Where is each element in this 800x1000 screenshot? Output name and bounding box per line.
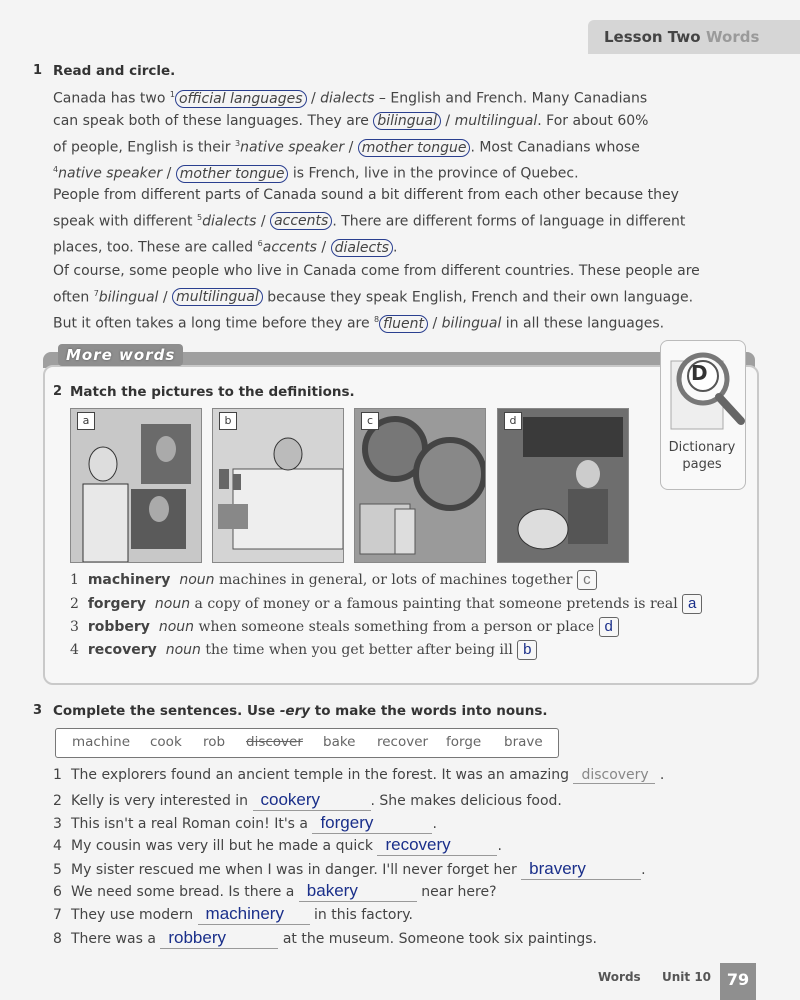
exercise-3-title: Complete the sentences. Use -ery to make the words into nouns. <box>53 703 548 719</box>
word-box <box>55 728 559 758</box>
picture-c-machinery <box>354 408 486 563</box>
exercise-1-paragraph-2 <box>53 184 685 259</box>
answer-blank[interactable]: forgery <box>312 813 432 834</box>
sentence-row: 1 The explorers found an ancient temple in the forest. It was an amazing discovery . <box>53 767 665 783</box>
text-line: People from different parts of Canada sound a bit different from each other because they <box>53 187 679 203</box>
text-line: places, too. These are called $^6$accents / dialects . <box>53 238 398 256</box>
text-line: $^4$native speaker / mother tongue is French, live in the province of Quebec. <box>53 165 579 182</box>
sentence-row: 3 This isn't a real Roman coin! It's a forgery . <box>53 813 437 832</box>
text-line: speak with different $^5$dialects / accents . There are different forms of language in different <box>53 212 686 230</box>
exercise-1-number: 1 <box>33 63 43 78</box>
lesson-title: Lesson Two <box>604 28 701 46</box>
word-box-item: machine <box>72 734 131 750</box>
word-box-item: brave <box>504 734 543 750</box>
circled-answer: official languages <box>175 90 307 108</box>
answer-blank[interactable]: recovery <box>377 835 497 856</box>
exercise-2-number: 2 <box>53 384 63 399</box>
word-box-item: cook <box>150 734 182 750</box>
gears-illustration <box>355 409 485 562</box>
magnifier-icon <box>661 341 745 441</box>
exercise-1-title: Read and circle. <box>53 63 176 79</box>
circled-answer: mother tongue <box>358 139 471 157</box>
word-box-item: rob <box>203 734 226 750</box>
circled-answer: mother tongue <box>176 165 289 183</box>
sentence-row: 7 They use modern machinery in this factory. <box>53 904 413 923</box>
circled-answer: fluent <box>379 315 428 333</box>
more-words-label: More words <box>58 344 183 366</box>
bed-illustration <box>213 409 343 562</box>
answer-blank[interactable]: machinery <box>198 904 310 925</box>
thief-illustration <box>498 409 628 562</box>
word-box-item: bake <box>323 734 356 750</box>
picture-label: a <box>77 412 95 430</box>
lesson-header <box>588 20 800 54</box>
answer-blank[interactable]: robbery <box>160 928 278 949</box>
text-line: of people, English is their $^3$native speaker / mother tongue . Most Canadians whose <box>53 138 640 156</box>
circled-answer: bilingual <box>373 112 441 130</box>
text-line: Canada has two $^1$ official languages / dialects – English and French. Many Canadians <box>53 90 648 107</box>
answer-blank[interactable]: bravery <box>521 859 641 880</box>
footer-section: Words <box>598 970 641 984</box>
answer-box[interactable]: a <box>682 594 702 614</box>
section-title: Words <box>706 28 760 46</box>
sentence-row: 5 My sister rescued me when I was in danger. I'll never forget her bravery . <box>53 859 646 878</box>
text-line: can speak both of these languages. They are bilingual / multilingual. For about 60% <box>53 113 649 130</box>
text-line: Of course, some people who live in Canada come from different countries. These people are <box>53 263 700 279</box>
answer-box[interactable]: d <box>599 617 619 637</box>
answer-blank[interactable]: cookery <box>253 790 371 811</box>
exercise-3-number: 3 <box>33 703 43 718</box>
dictionary-letter: D <box>691 361 708 385</box>
definition-row: 4 recovery noun the time when you get better after being ill b <box>70 640 537 660</box>
footer-unit: Unit 10 <box>662 970 712 984</box>
sentence-row: 8 There was a robbery at the museum. Someone took six paintings. <box>53 928 597 947</box>
page-number: 79 <box>720 963 756 1000</box>
answer-blank[interactable]: discovery <box>573 767 655 784</box>
picture-label: b <box>219 412 237 430</box>
exercise-1-paragraph-1 <box>53 84 648 185</box>
definition-row: 1 machinery noun machines in general, or lots of machines together c <box>70 570 597 590</box>
picture-a-forgery <box>70 408 202 563</box>
picture-label: d <box>504 412 522 430</box>
dictionary-label: Dictionary pages <box>668 440 736 472</box>
exercise-2-title: Match the pictures to the definitions. <box>70 384 355 400</box>
definition-row: 3 robbery noun when someone steals something from a person or place d <box>70 617 619 637</box>
circled-answer: accents <box>270 212 332 230</box>
painter-illustration <box>71 409 201 562</box>
picture-d-robbery <box>497 408 629 563</box>
sentence-row: 2 Kelly is very interested in cookery . She makes delicious food. <box>53 790 562 809</box>
sentence-row: 6 We need some bread. Is there a bakery near here? <box>53 881 497 900</box>
text-line: But it often takes a long time before they are $^8$ fluent / bilingual in all these languages. <box>53 314 665 332</box>
word-box-item: recover <box>377 734 429 750</box>
picture-label: c <box>361 412 379 430</box>
answer-box[interactable]: c <box>577 570 597 590</box>
picture-b-recovery <box>212 408 344 563</box>
definition-row: 2 forgery noun a copy of money or a famous painting that someone pretends is real a <box>70 594 702 614</box>
circled-answer: dialects <box>331 239 393 257</box>
answer-box[interactable]: b <box>517 640 537 660</box>
exercise-1-paragraph-3 <box>53 260 700 335</box>
word-box-item-crossed: discover <box>246 734 303 750</box>
text-line: often $^7$bilingual / multilingual because they speak English, French and their own language. <box>53 288 694 306</box>
sentence-row: 4 My cousin was very ill but he made a quick recovery . <box>53 835 502 854</box>
answer-blank[interactable]: bakery <box>299 881 417 902</box>
circled-answer: multilingual <box>172 288 263 306</box>
word-box-item: forge <box>446 734 482 750</box>
